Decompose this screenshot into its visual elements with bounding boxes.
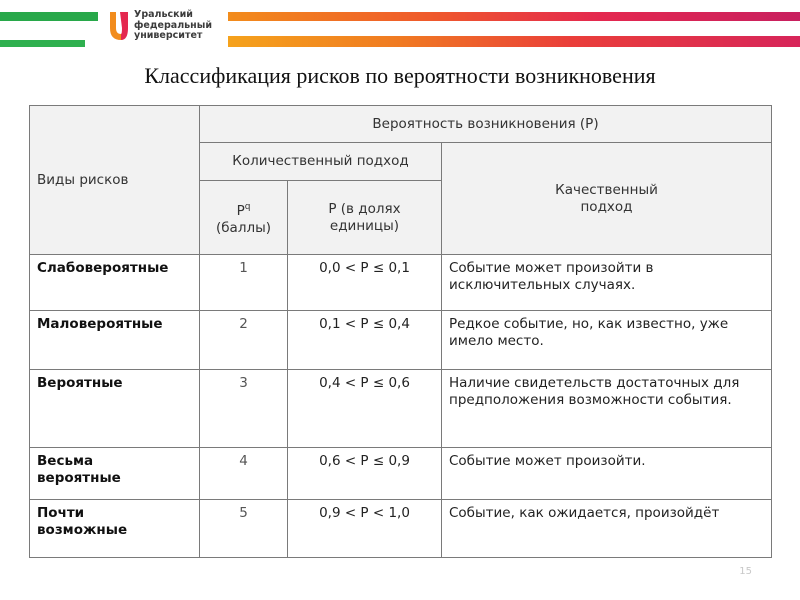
- header-qualitative: [442, 143, 772, 255]
- risk-type-text: Весьма вероятные: [37, 453, 121, 486]
- header-pq-sub: q: [244, 201, 251, 212]
- score-cell: 3: [200, 370, 288, 448]
- risk-type-cell: Вероятные: [30, 370, 200, 448]
- risk-type-text: Почти возможные: [37, 505, 128, 538]
- header-stripe-green: [0, 12, 98, 21]
- header-probability: Вероятность возникновения (Р): [200, 106, 772, 143]
- header-stripe-green-lower: [0, 40, 85, 47]
- header-quantitative: Количественный подход: [200, 143, 442, 181]
- risk-type-cell: [30, 448, 200, 500]
- description-cell: Событие может произойти в исключительных случаях.: [442, 255, 772, 311]
- logo-line: университет: [134, 30, 203, 41]
- score-cell: 2: [200, 311, 288, 370]
- description-cell: Наличие свидетельств достаточных для предположения возможности события.: [442, 370, 772, 448]
- urfu-logo-icon: [108, 10, 130, 46]
- table-row: [30, 500, 772, 558]
- header-p-fraction-text: Р (в долях единицы): [328, 200, 401, 234]
- score-cell: 4: [200, 448, 288, 500]
- risk-type-cell: Слабовероятные: [30, 255, 200, 311]
- description-cell: Событие, как ожидается, произойдёт: [442, 500, 772, 558]
- range-cell: 0,4 < Р ≤ 0,6: [288, 370, 442, 448]
- logo-line: Уральский: [134, 9, 193, 20]
- logo-line: федеральный: [134, 19, 212, 31]
- score-cell: 1: [200, 255, 288, 311]
- table-row: [30, 448, 772, 500]
- table-row: [30, 370, 772, 448]
- range-cell: 0,6 < Р ≤ 0,9: [288, 448, 442, 500]
- score-cell: 5: [200, 500, 288, 558]
- range-cell: 0,9 < Р < 1,0: [288, 500, 442, 558]
- header-stripe-gradient: [228, 12, 800, 21]
- page-number: 15: [739, 566, 752, 577]
- header-pq-main: Р: [236, 202, 245, 219]
- header-risk-types: Виды рисков: [30, 106, 200, 255]
- header-qualitative-text: Качественный подход: [555, 181, 658, 215]
- range-cell: 0,1 < Р ≤ 0,4: [288, 311, 442, 370]
- table-row: [30, 255, 772, 311]
- page-title: Классификация рисков по вероятности возникновения: [144, 63, 656, 88]
- header-pq-unit: (баллы): [215, 219, 272, 236]
- table-row: [30, 311, 772, 370]
- university-logo: [108, 10, 212, 46]
- risk-type-cell: Маловероятные: [30, 311, 200, 370]
- description-cell: Редкое событие, но, как известно, уже имело место.: [442, 311, 772, 370]
- header-p-fraction: [288, 181, 442, 255]
- range-cell: 0,0 < Р ≤ 0,1: [288, 255, 442, 311]
- risk-classification-table: [29, 105, 772, 558]
- header-stripe-gradient-lower: [228, 36, 800, 47]
- logo-text: [134, 10, 212, 42]
- description-cell: Событие может произойти.: [442, 448, 772, 500]
- header-pq: [200, 181, 288, 255]
- risk-type-cell: [30, 500, 200, 558]
